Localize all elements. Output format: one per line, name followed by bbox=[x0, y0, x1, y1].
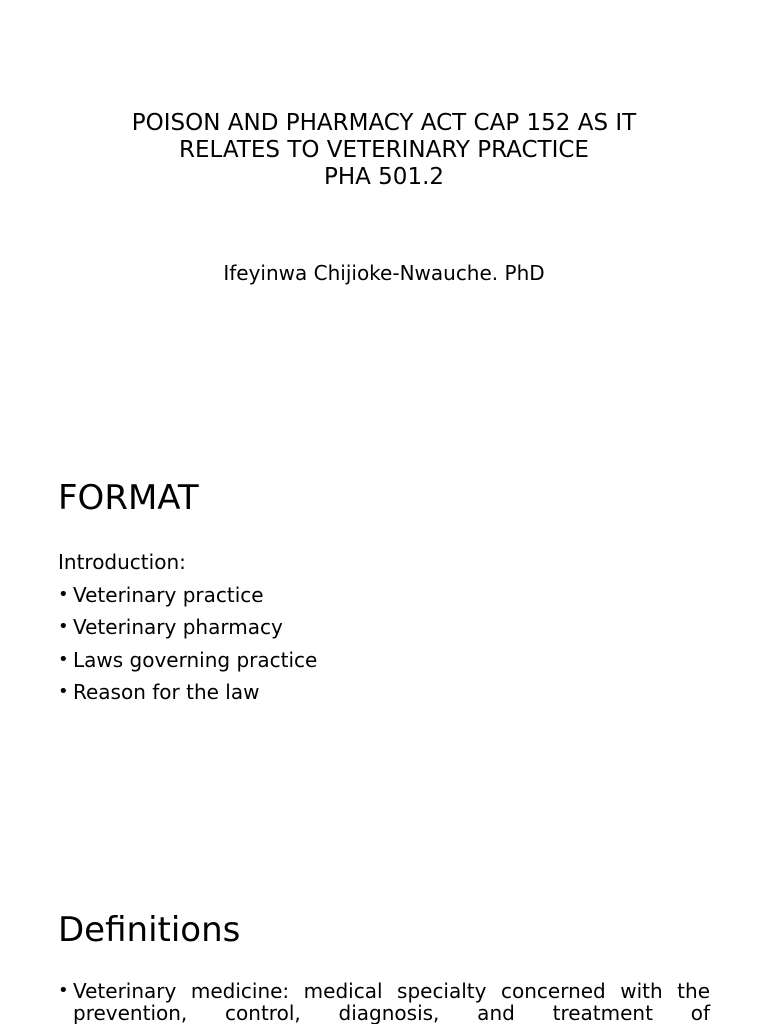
title-line-3: PHA 501.2 bbox=[323, 164, 445, 190]
author-name: Ifeyinwa Chijioke-Nwauche. PhD bbox=[223, 261, 545, 285]
definitions-heading: Definitions bbox=[58, 910, 241, 950]
title-line-2: RELATES TO VETERINARY PRACTICE bbox=[179, 137, 589, 163]
list-item: • Veterinary pharmacy bbox=[58, 611, 710, 644]
format-list bbox=[58, 546, 710, 709]
format-heading: FORMAT bbox=[58, 478, 199, 518]
presentation-title bbox=[40, 110, 728, 191]
title-line-1: POISON AND PHARMACY ACT CAP 152 AS IT bbox=[131, 110, 637, 136]
definitions-slide bbox=[0, 864, 768, 1024]
list-item: • Veterinary medicine: medical specialty concerned with the prevention, control, diagnosis, and treatment of bbox=[58, 980, 710, 1024]
title-slide bbox=[0, 0, 768, 432]
intro-label: Introduction: bbox=[58, 550, 186, 574]
list-item: • Reason for the law bbox=[58, 676, 710, 709]
format-slide bbox=[0, 432, 768, 864]
definitions-list bbox=[58, 980, 710, 1024]
list-item: • Laws governing practice bbox=[58, 644, 710, 677]
list-item: • Veterinary practice bbox=[58, 579, 710, 612]
